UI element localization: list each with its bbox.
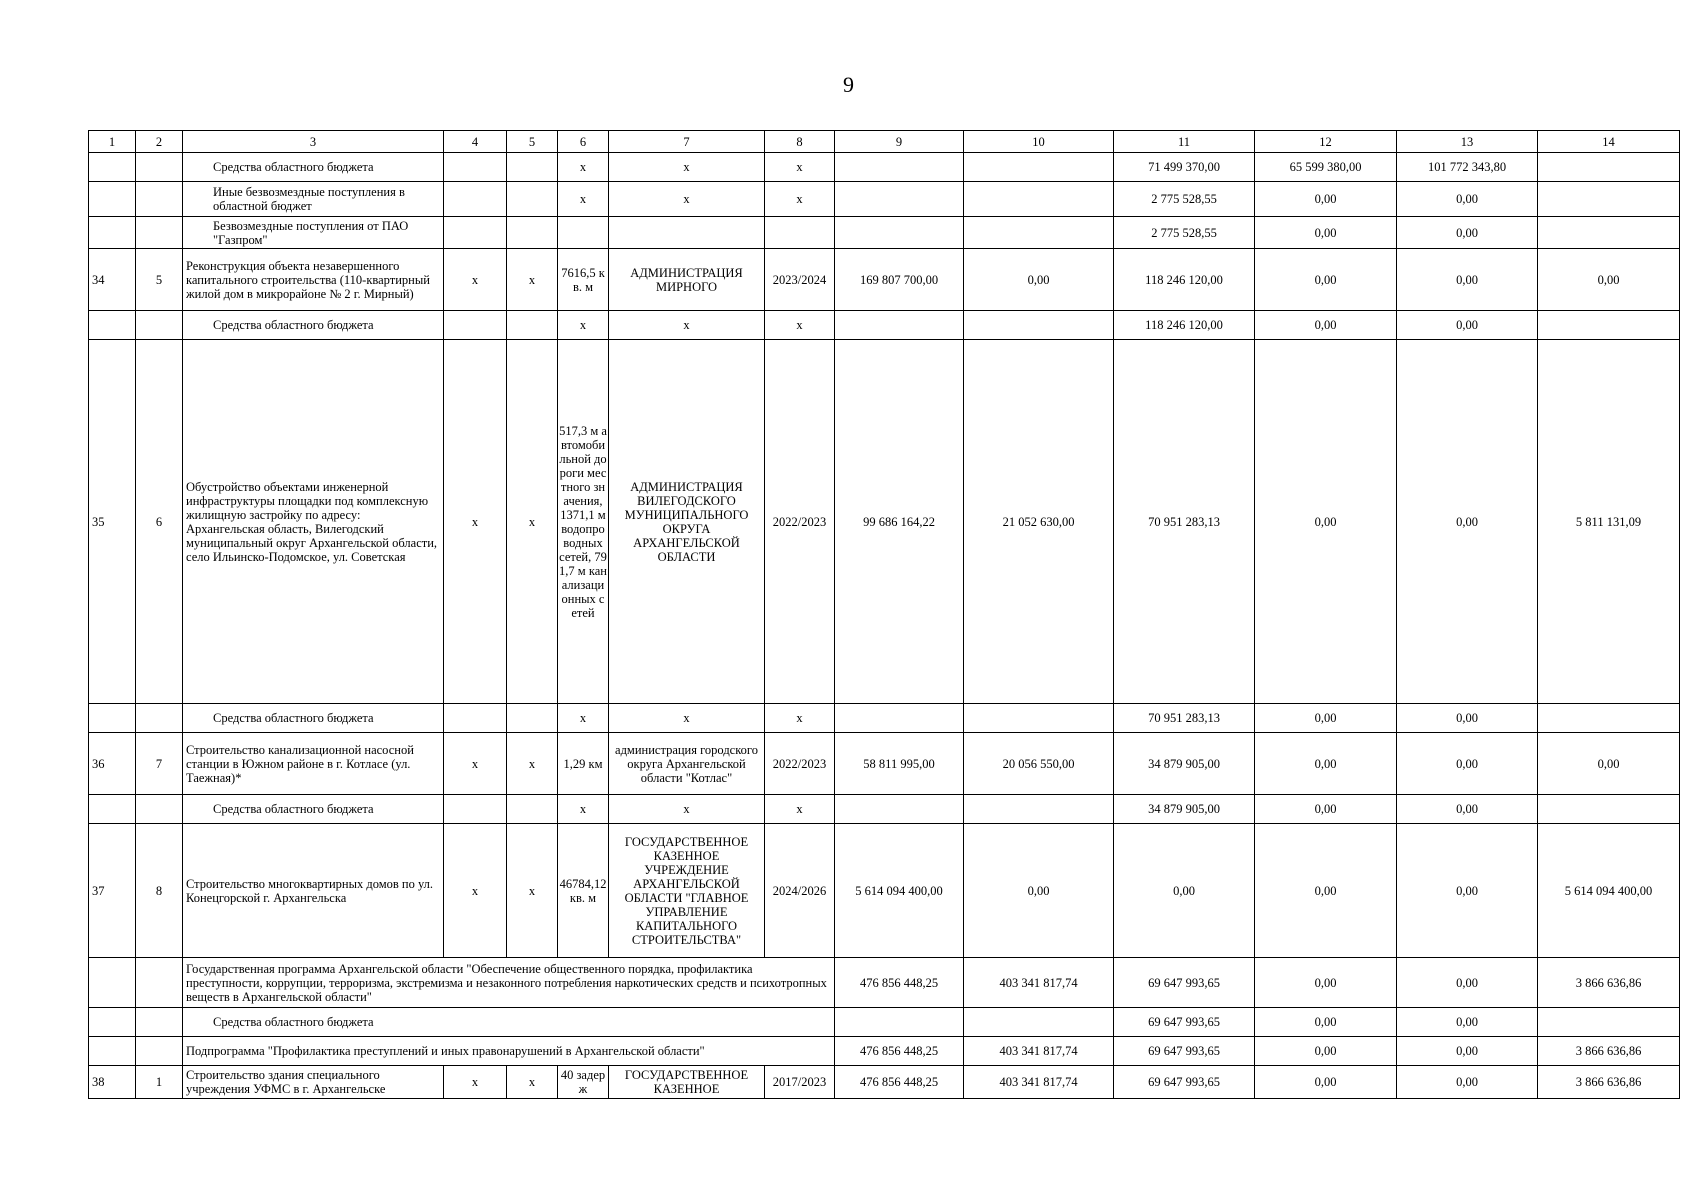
amount-cell: 0,00 xyxy=(1255,311,1397,340)
col5-cell: х xyxy=(507,340,558,704)
amount-cell: 169 807 700,00 xyxy=(835,249,964,311)
page-number: 9 xyxy=(843,72,854,97)
period-cell: 2017/2023 xyxy=(765,1066,835,1099)
table-row xyxy=(89,1066,1680,1099)
empty-cell xyxy=(507,795,558,824)
amount-cell: 476 856 448,25 xyxy=(835,1037,964,1066)
amount-cell: 58 811 995,00 xyxy=(835,733,964,795)
sub-number-cell: 5 xyxy=(136,249,183,311)
amount-cell: 3 866 636,86 xyxy=(1538,1066,1680,1099)
empty-cell xyxy=(89,1037,136,1066)
amount-cell: 403 341 817,74 xyxy=(964,1066,1114,1099)
col4-cell: х xyxy=(444,1066,507,1099)
amount-cell: 0,00 xyxy=(1255,1008,1397,1037)
table-row xyxy=(89,704,1680,733)
amount-cell xyxy=(1538,1008,1680,1037)
table-row xyxy=(89,1037,1680,1066)
col4-cell: х xyxy=(444,340,507,704)
amount-cell: 99 686 164,22 xyxy=(835,340,964,704)
period-cell: 2022/2023 xyxy=(765,733,835,795)
amount-cell: 0,00 xyxy=(1255,824,1397,958)
object-name-cell: Строительство канализационной насосной станции в Южном районе в г. Котласе (ул. Таежная)* xyxy=(183,733,444,795)
amount-cell xyxy=(1538,217,1680,249)
table-row xyxy=(89,217,1680,249)
amount-cell: 476 856 448,25 xyxy=(835,1066,964,1099)
amount-cell xyxy=(1538,153,1680,182)
sub-number-cell: 6 xyxy=(136,340,183,704)
amount-cell: 0,00 xyxy=(1397,311,1538,340)
empty-cell xyxy=(507,704,558,733)
amount-cell: 0,00 xyxy=(1255,1066,1397,1099)
amount-cell: 0,00 xyxy=(1397,958,1538,1008)
amount-cell: 2 775 528,55 xyxy=(1114,217,1255,249)
amount-cell: 0,00 xyxy=(1255,795,1397,824)
table-row xyxy=(89,795,1680,824)
amount-cell xyxy=(1538,182,1680,217)
empty-cell xyxy=(89,311,136,340)
amount-cell xyxy=(835,795,964,824)
amount-cell: 0,00 xyxy=(1255,1037,1397,1066)
capacity-cell: 7616,5 кв. м xyxy=(558,249,609,311)
amount-cell: 0,00 xyxy=(964,249,1114,311)
col6-cell: х xyxy=(558,311,609,340)
customer-cell: ГОСУДАРСТВЕННОЕ КАЗЕННОЕ xyxy=(609,1066,765,1099)
amount-cell: 0,00 xyxy=(1397,1066,1538,1099)
amount-cell: 0,00 xyxy=(1397,704,1538,733)
empty-cell xyxy=(89,1008,136,1037)
empty-cell xyxy=(136,311,183,340)
amount-cell: 0,00 xyxy=(1397,824,1538,958)
amount-cell: 0,00 xyxy=(1255,340,1397,704)
col8-cell: х xyxy=(765,153,835,182)
source-label-cell: Средства областного бюджета xyxy=(183,795,444,824)
col5-cell: х xyxy=(507,824,558,958)
col6-cell: х xyxy=(558,704,609,733)
amount-cell: 34 879 905,00 xyxy=(1114,795,1255,824)
empty-cell xyxy=(444,311,507,340)
col8-cell: х xyxy=(765,311,835,340)
header-cell: 1 xyxy=(89,131,136,153)
amount-cell xyxy=(835,311,964,340)
program-title-cell: Государственная программа Архангельской области "Обеспечение общественного порядка, профилактика преступности, коррупции, терроризма, экстремизма и незаконного потребления наркотических средств и психотропных веществ в Архангельской области" xyxy=(183,958,835,1008)
amount-cell: 0,00 xyxy=(1397,217,1538,249)
table-row xyxy=(89,182,1680,217)
amount-cell xyxy=(835,704,964,733)
col5-cell: х xyxy=(507,249,558,311)
empty-cell xyxy=(507,217,558,249)
amount-cell xyxy=(835,1008,964,1037)
row-number-cell: 38 xyxy=(89,1066,136,1099)
amount-cell: 0,00 xyxy=(1397,1037,1538,1066)
amount-cell: 0,00 xyxy=(1397,733,1538,795)
empty-cell xyxy=(444,153,507,182)
empty-cell xyxy=(444,182,507,217)
amount-cell xyxy=(964,795,1114,824)
capacity-cell: 46784,12 кв. м xyxy=(558,824,609,958)
period-cell: 2024/2026 xyxy=(765,824,835,958)
empty-cell xyxy=(444,704,507,733)
col8-cell: х xyxy=(765,182,835,217)
header-cell: 4 xyxy=(444,131,507,153)
empty-cell xyxy=(89,958,136,1008)
col8-cell: х xyxy=(765,795,835,824)
amount-cell: 21 052 630,00 xyxy=(964,340,1114,704)
table-row xyxy=(89,824,1680,958)
amount-cell: 5 811 131,09 xyxy=(1538,340,1680,704)
empty-cell xyxy=(136,704,183,733)
amount-cell: 3 866 636,86 xyxy=(1538,958,1680,1008)
col4-cell: х xyxy=(444,733,507,795)
amount-cell xyxy=(1538,311,1680,340)
col5-cell: х xyxy=(507,1066,558,1099)
col6-cell: х xyxy=(558,153,609,182)
customer-cell: администрация городского округа Архангельской области "Котлас" xyxy=(609,733,765,795)
amount-cell xyxy=(964,182,1114,217)
empty-cell xyxy=(89,153,136,182)
amount-cell: 65 599 380,00 xyxy=(1255,153,1397,182)
amount-cell: 0,00 xyxy=(1255,182,1397,217)
source-label-cell: Средства областного бюджета xyxy=(183,311,444,340)
amount-cell: 69 647 993,65 xyxy=(1114,1037,1255,1066)
col4-cell: х xyxy=(444,824,507,958)
amount-cell xyxy=(835,182,964,217)
empty-cell xyxy=(444,217,507,249)
amount-cell: 0,00 xyxy=(1538,733,1680,795)
amount-cell xyxy=(964,1008,1114,1037)
amount-cell: 70 951 283,13 xyxy=(1114,340,1255,704)
amount-cell xyxy=(964,311,1114,340)
empty-cell xyxy=(89,795,136,824)
amount-cell: 0,00 xyxy=(1255,958,1397,1008)
amount-cell: 69 647 993,65 xyxy=(1114,958,1255,1008)
amount-cell: 2 775 528,55 xyxy=(1114,182,1255,217)
col6-cell xyxy=(558,217,609,249)
amount-cell: 70 951 283,13 xyxy=(1114,704,1255,733)
customer-cell: АДМИНИСТРАЦИЯ ВИЛЕГОДСКОГО МУНИЦИПАЛЬНОГО ОКРУГА АРХАНГЕЛЬСКОЙ ОБЛАСТИ xyxy=(609,340,765,704)
row-number-cell: 35 xyxy=(89,340,136,704)
amount-cell: 101 772 343,80 xyxy=(1397,153,1538,182)
amount-cell xyxy=(964,217,1114,249)
amount-cell: 34 879 905,00 xyxy=(1114,733,1255,795)
amount-cell: 20 056 550,00 xyxy=(964,733,1114,795)
empty-cell xyxy=(136,182,183,217)
table-row xyxy=(89,249,1680,311)
source-label-cell: Средства областного бюджета xyxy=(183,1008,835,1037)
table-row xyxy=(89,340,1680,704)
col8-cell xyxy=(765,217,835,249)
empty-cell xyxy=(507,182,558,217)
header-cell: 12 xyxy=(1255,131,1397,153)
capacity-cell: 40 задерж xyxy=(558,1066,609,1099)
amount-cell: 118 246 120,00 xyxy=(1114,249,1255,311)
col7-cell: х xyxy=(609,795,765,824)
row-number-cell: 37 xyxy=(89,824,136,958)
amount-cell: 403 341 817,74 xyxy=(964,958,1114,1008)
table-row xyxy=(89,958,1680,1008)
amount-cell: 0,00 xyxy=(1397,1008,1538,1037)
col6-cell: х xyxy=(558,795,609,824)
col7-cell: х xyxy=(609,153,765,182)
col8-cell: х xyxy=(765,704,835,733)
amount-cell: 0,00 xyxy=(1255,704,1397,733)
empty-cell xyxy=(136,153,183,182)
amount-cell: 118 246 120,00 xyxy=(1114,311,1255,340)
period-cell: 2022/2023 xyxy=(765,340,835,704)
customer-cell: ГОСУДАРСТВЕННОЕ КАЗЕННОЕ УЧРЕЖДЕНИЕ АРХАНГЕЛЬСКОЙ ОБЛАСТИ "ГЛАВНОЕ УПРАВЛЕНИЕ КАПИТАЛЬНОГО СТРОИТЕЛЬСТВА" xyxy=(609,824,765,958)
amount-cell: 0,00 xyxy=(1255,217,1397,249)
amount-cell: 71 499 370,00 xyxy=(1114,153,1255,182)
source-label-cell: Средства областного бюджета xyxy=(183,153,444,182)
empty-cell xyxy=(136,958,183,1008)
amount-cell: 69 647 993,65 xyxy=(1114,1008,1255,1037)
empty-cell xyxy=(507,153,558,182)
capacity-cell: 1,29 км xyxy=(558,733,609,795)
program-title-cell: Подпрограмма "Профилактика преступлений и иных правонарушений в Архангельской области" xyxy=(183,1037,835,1066)
amount-cell xyxy=(1538,795,1680,824)
object-name-cell: Реконструкция объекта незавершенного капитального строительства (110-квартирный жилой дом в микрорайоне № 2 г. Мирный) xyxy=(183,249,444,311)
amount-cell: 0,00 xyxy=(1397,340,1538,704)
empty-cell xyxy=(444,795,507,824)
amount-cell: 403 341 817,74 xyxy=(964,1037,1114,1066)
header-cell: 10 xyxy=(964,131,1114,153)
table-row xyxy=(89,733,1680,795)
amount-cell: 0,00 xyxy=(964,824,1114,958)
header-cell: 8 xyxy=(765,131,835,153)
empty-cell xyxy=(89,704,136,733)
empty-cell xyxy=(136,1008,183,1037)
header-cell: 13 xyxy=(1397,131,1538,153)
empty-cell xyxy=(136,795,183,824)
table-row xyxy=(89,153,1680,182)
table-row xyxy=(89,311,1680,340)
header-cell: 5 xyxy=(507,131,558,153)
amount-cell xyxy=(835,153,964,182)
col4-cell: х xyxy=(444,249,507,311)
empty-cell xyxy=(136,1037,183,1066)
col7-cell: х xyxy=(609,311,765,340)
header-cell: 9 xyxy=(835,131,964,153)
amount-cell: 476 856 448,25 xyxy=(835,958,964,1008)
sub-number-cell: 8 xyxy=(136,824,183,958)
header-row xyxy=(89,131,1680,153)
amount-cell: 69 647 993,65 xyxy=(1114,1066,1255,1099)
header-cell: 3 xyxy=(183,131,444,153)
row-number-cell: 36 xyxy=(89,733,136,795)
header-cell: 2 xyxy=(136,131,183,153)
empty-cell xyxy=(89,182,136,217)
amount-cell: 0,00 xyxy=(1114,824,1255,958)
amount-cell xyxy=(964,704,1114,733)
amount-cell xyxy=(964,153,1114,182)
amount-cell: 0,00 xyxy=(1397,795,1538,824)
amount-cell xyxy=(1538,704,1680,733)
sub-number-cell: 7 xyxy=(136,733,183,795)
sub-number-cell: 1 xyxy=(136,1066,183,1099)
header-cell: 14 xyxy=(1538,131,1680,153)
amount-cell: 0,00 xyxy=(1255,249,1397,311)
budget-table xyxy=(88,130,1680,1099)
empty-cell xyxy=(507,311,558,340)
amount-cell: 0,00 xyxy=(1397,182,1538,217)
header-cell: 7 xyxy=(609,131,765,153)
amount-cell xyxy=(835,217,964,249)
period-cell: 2023/2024 xyxy=(765,249,835,311)
empty-cell xyxy=(136,217,183,249)
col7-cell xyxy=(609,217,765,249)
header-cell: 6 xyxy=(558,131,609,153)
amount-cell: 5 614 094 400,00 xyxy=(1538,824,1680,958)
amount-cell: 0,00 xyxy=(1397,249,1538,311)
row-number-cell: 34 xyxy=(89,249,136,311)
amount-cell: 5 614 094 400,00 xyxy=(835,824,964,958)
source-label-cell: Средства областного бюджета xyxy=(183,704,444,733)
table-row xyxy=(89,1008,1680,1037)
col7-cell: х xyxy=(609,182,765,217)
col5-cell: х xyxy=(507,733,558,795)
col7-cell: х xyxy=(609,704,765,733)
empty-cell xyxy=(89,217,136,249)
object-name-cell: Строительство многоквартирных домов по ул. Конецгорской г. Архангельска xyxy=(183,824,444,958)
amount-cell: 3 866 636,86 xyxy=(1538,1037,1680,1066)
customer-cell: АДМИНИСТРАЦИЯ МИРНОГО xyxy=(609,249,765,311)
source-label-cell: Безвозмездные поступления от ПАО "Газпром" xyxy=(183,217,444,249)
amount-cell: 0,00 xyxy=(1538,249,1680,311)
capacity-cell: 517,3 м автомобильной дороги местного значения, 1371,1 м водопроводных сетей, 791,7 м канализационных сетей xyxy=(558,340,609,704)
object-name-cell: Обустройство объектами инженерной инфраструктуры площадки под комплексную жилищную застройку по адресу: Архангельская область, Вилегодский муниципальный округ Архангельской области, село Ильинско-Подомское, ул. Советская xyxy=(183,340,444,704)
col6-cell: х xyxy=(558,182,609,217)
amount-cell: 0,00 xyxy=(1255,733,1397,795)
header-cell: 11 xyxy=(1114,131,1255,153)
object-name-cell: Строительство здания специального учреждения УФМС в г. Архангельске xyxy=(183,1066,444,1099)
source-label-cell: Иные безвозмездные поступления в областной бюджет xyxy=(183,182,444,217)
